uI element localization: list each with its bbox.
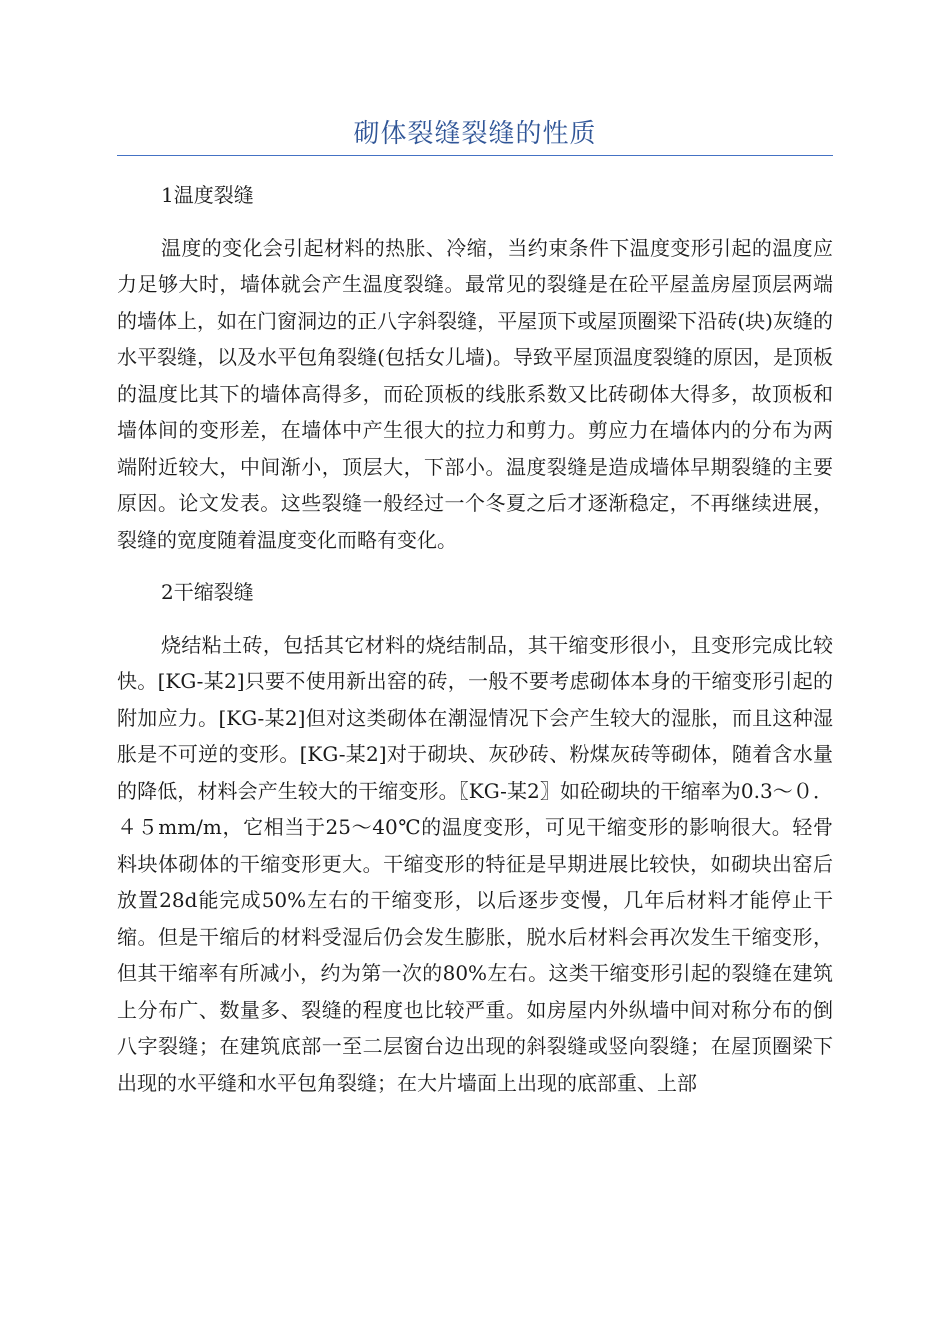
- section-heading-temperature-cracks: 1温度裂缝: [161, 183, 254, 207]
- title-underline: [117, 155, 833, 156]
- document-body: [117, 177, 833, 1117]
- document-title: 砌体裂缝裂缝的性质: [353, 119, 597, 149]
- paragraph-shrinkage-cracks: 烧结粘土砖，包括其它材料的烧结制品，其干缩变形很小，且变形完成比较快。[KG-某2]只要不使用新出窑的砖，一般不要考虑砌体本身的干缩变形引起的附加应力。[KG-某2]但对这类砌体在潮湿情况下会产生较大的湿胀，而且这种湿胀是不可逆的变形。[KG-某2]对于砌块、灰砂砖、粉煤灰砖等砌体，随着含水量的降低，材料会产生较大的干缩变形。〖KG-某2〗如砼砌块的干缩率为0.3～０．４５mm/m，它相当于25～40℃的温度变形，可见干缩变形的影响很大。轻骨料块体砌体的干缩变形更大。干缩变形的特征是早期进展比较快，如砌块出窑后放置28d能完成50%左右的干缩变形，以后逐步变慢，几年后材料才能停止干缩。但是干缩后的材料受湿后仍会发生膨胀，脱水后材料会再次发生干缩变形，但其干缩率有所减小，约为第一次的80%左右。这类干缩变形引起的裂缝在建筑上分布广、数量多、裂缝的程度也比较严重。如房屋内外纵墙中间对称分布的倒八字裂缝；在建筑底部一至二层窗台边出现的斜裂缝或竖向裂缝；在屋顶圈梁下出现的水平缝和水平包角裂缝；在大片墙面上出现的底部重、上部: [117, 632, 833, 1095]
- paragraph-temperature-cracks: 温度的变化会引起材料的热胀、冷缩，当约束条件下温度变形引起的温度应力足够大时，墙体就会产生温度裂缝。最常见的裂缝是在砼平屋盖房屋顶层两端的墙体上，如在门窗洞边的正八字斜裂缝，平屋顶下或屋顶圈梁下沿砖(块)灰缝的水平裂缝，以及水平包角裂缝(包括女儿墙)。导致平屋顶温度裂缝的原因，是顶板的温度比其下的墙体高得多，而砼顶板的线胀系数又比砖砌体大得多，故顶板和墙体间的变形差，在墙体中产生很大的拉力和剪力。剪应力在墙体内的分布为两端附近较大，中间渐小，顶层大，下部小。温度裂缝是造成墙体早期裂缝的主要原因。论文发表。这些裂缝一般经过一个冬夏之后才逐渐稳定，不再继续进展，裂缝的宽度随着温度变化而略有变化。: [117, 235, 833, 552]
- section-heading-shrinkage-cracks: 2干缩裂缝: [161, 580, 254, 604]
